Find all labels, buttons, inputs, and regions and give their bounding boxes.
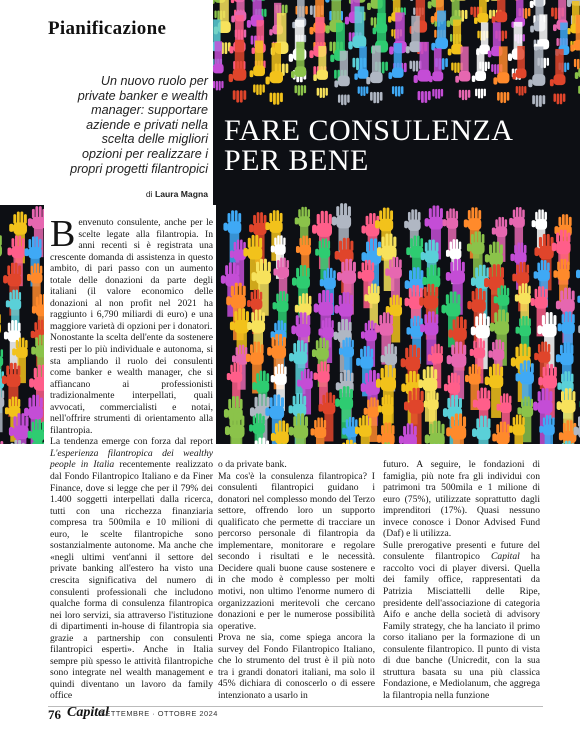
body-column-1: [50, 213, 213, 702]
paragraph: o da private bank.: [218, 459, 287, 470]
paragraph: Ma cos'è la consulenza filantropica? I consulenti filantropici guidano i donatori nel complesso mondo del Terzo settore, offrendo loro un supporto qualificato che permette di tracciare un percorso personale di filantropia da implementare, monitorare e regolare secondo i risultati e le necessità. Decidere quali buone cause sostenere e in che modo è complesso per molti motivi, non ultimo l'enorme numero di organizzazioni meritevoli che cercano donazioni e per le numerose possibilità operative.: [218, 470, 375, 632]
hand-shape: [425, 421, 445, 445]
hand-shape: [528, 46, 545, 106]
hand-shape: [455, 47, 470, 101]
paragraph: futuro. A seguire, le fondazioni di famiglia, più note fra gli individui con patrimoni tra 500mila e 1 milione di euro (75%), utilizzate soprattutto dagli imprenditori (17%). Quasi nessuno invece conosce i Donor Advised Fund (Daf) e li utilizza.: [383, 459, 540, 540]
body-column-3: [383, 459, 540, 701]
byline-prefix: di: [145, 189, 153, 199]
paragraph: [50, 213, 213, 332]
issue-date: SETTEMBRE · OTTOBRE 2024: [100, 709, 218, 718]
hand-shape: [492, 421, 509, 445]
hand-shape: [472, 48, 486, 98]
section-label: Pianificazione: [48, 18, 167, 39]
hand-shape: [429, 48, 443, 98]
paragraph: Prova ne sia, come spiega ancora la survey del Fondo Filantropico Italiano, che lo strumento del trust è il più noto tra i grandi donatori italiani, ma solo il 45% dichiara di conoscerlo o di essere intenzionato a usarlo in: [218, 632, 375, 701]
hand-shape: [575, 44, 580, 96]
byline-author: Laura Magna: [154, 189, 208, 199]
paragraph: Nonostante la scelta dell'ente da sostenere resti per lo più individuale e autonoma, si sta ampliando il ruolo dei consulenti come banker e wealth manager, che si affiancano ai professionisti tradizionalmente interpellati, quali avvocati, commercialisti e notai, nell'offrire strumenti di orientamento alla filantropia.: [50, 332, 213, 436]
paragraph: [50, 436, 213, 702]
report-title: L'esperienza filantropica dei wealthy people in Italia: [50, 447, 213, 471]
hand-shape: [377, 422, 395, 445]
paragraph-text: La tendenza emerge con forza dal report: [50, 436, 213, 448]
hand-shape: [311, 417, 327, 445]
headline: [224, 116, 513, 176]
body-column-2: [218, 459, 375, 701]
hand-shape: [354, 46, 368, 96]
magazine-name: Capital: [491, 551, 520, 563]
hand-shape: [550, 49, 566, 104]
standfirst: Un nuovo ruolo per private banker e wealth manager: supportare aziende e privati nella scelta delle migliori opzioni per realizzare i propri progetti filantropici: [70, 74, 208, 176]
headline-line-1: FARE CONSULENZA: [224, 114, 514, 147]
hand-shape: [406, 16, 422, 72]
paragraph-text: Sulle prerogative presenti e future del consulente filantropico: [383, 539, 540, 563]
byline: [80, 189, 208, 199]
hand-shape: [289, 413, 308, 445]
paragraph-text: envenuto consulente, anche per le scelte legate alla filantropia. In anni recenti si è registrata una crescente domanda di assistenza in questo ambito, di pari passo con un aumento totale delle donazioni da parte degli italiani (il valore economico delle donazioni al non profit nel 2021 ha raggiunto i 6,790 miliardi di euro) e una maggiore varietà di opzioni per i donatori.: [50, 217, 213, 332]
hand-shape: [225, 413, 245, 445]
paragraph-text: ha raccolto voci di player diversi. Quella dei family office, rappresentati da Patrizia Misciattelli delle Ripe, presidente dell'associazione di categoria Aifo e anche della società di advisory Family strategy, che ha lanciato il primo corso italiano per la formazione di un consulente filantropico. Il punto di vista di due banche (Unicredit, con la sua struttura basata su una più classica Fondazione, e Mediolanum, che aggrega la filantropia nella funzione: [383, 551, 540, 701]
hand-shape: [291, 42, 306, 96]
hand-shape: [576, 257, 580, 311]
paragraph-text: recentemente realizzato dal Fondo Filantropico Italiano e da Finer Finance, dove si legge che per il 79% dei 1.400 soggetti interpellati dalla ricerca, tutti con una ricchezza finanziaria compresa tra 500mila e 10 milioni di euro, le scelte filantropiche sono sostanzialmente autonome. Ma anche che «negli ultimi vent'anni il settore del private banking all'estero ha visto una crescita significativa del numero di consulenti professionali che includono qualche forma di consulenza filantropica nei loro servizi, sia attraverso l'istituzione di dipartimenti in-house di filantropia sia grazie a partnership con consulenti filantropici esperti». Anche in Italia sempre più spesso le attività filantropiche sono integrate nel wealth management e quindi diventano un lavoro da family office: [50, 459, 213, 702]
page-number: 76: [48, 707, 61, 722]
hand-shape: [0, 232, 2, 288]
magazine-brand: Capital: [67, 705, 110, 720]
hand-shape: [366, 45, 382, 103]
hand-shape: [399, 423, 417, 445]
hand-shape: [265, 43, 283, 105]
drop-cap: B: [50, 213, 76, 255]
paragraph: [383, 540, 540, 702]
headline-line-2: PER BENE: [224, 144, 369, 177]
hand-shape: [509, 415, 525, 445]
hand-shape: [0, 388, 4, 432]
hand-shape: [472, 416, 491, 445]
hand-shape: [355, 415, 372, 445]
